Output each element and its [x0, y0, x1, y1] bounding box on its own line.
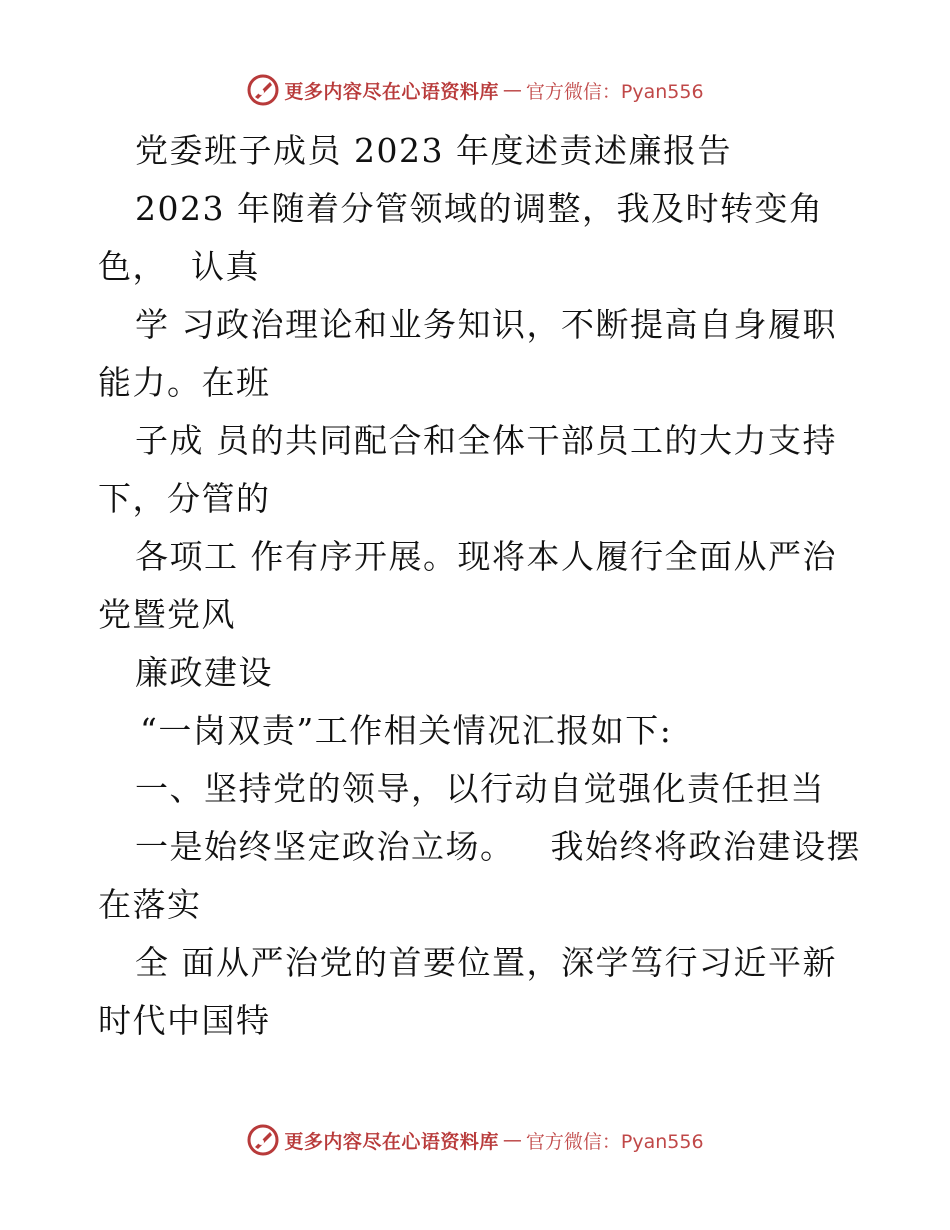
text-line: 一是始终坚定政治立场。 我始终将政治建设摆	[135, 827, 861, 866]
text-line: 子成 员的共同配合和全体干部员工的大力支持	[135, 421, 837, 460]
text-line: 各项工 作有序开展。现将本人履行全面从严治	[135, 537, 837, 576]
quill-logo-icon	[246, 73, 280, 107]
watermark-separator: —	[502, 79, 522, 101]
watermark-wechat-text: 官方微信：Pyan556	[525, 1130, 704, 1153]
text-line: 能力。在班	[98, 363, 271, 402]
watermark-separator: —	[502, 1129, 522, 1151]
watermark-wechat-text: 官方微信：Pyan556	[525, 80, 704, 103]
text-line: 党暨党风	[98, 595, 236, 634]
text-line: 时代中国特	[98, 1001, 271, 1040]
watermark-banner-top	[0, 70, 950, 110]
text-line: 2023 年随着分管领域的调整，我及时转变角	[135, 189, 824, 228]
text-line: “一岗双责”工作相关情况汇报如下:	[140, 711, 673, 750]
text-line: 全 面从严治党的首要位置，深学笃行习近平新	[135, 943, 837, 982]
document-title: 党委班子成员 2023 年度述责述廉报告	[135, 131, 732, 170]
text-line: 在落实	[98, 885, 202, 924]
text-line: 学 习政治理论和业务知识，不断提高自身履职	[135, 305, 837, 344]
watermark-banner-bottom	[0, 1120, 950, 1160]
section-heading: 一、坚持党的领导，以行动自觉强化责任担当	[135, 769, 825, 808]
text-line: 色， 认真	[98, 247, 260, 286]
watermark-site-text: 更多内容尽在心语资料库	[284, 80, 499, 103]
watermark-site-text: 更多内容尽在心语资料库	[284, 1130, 499, 1153]
document-body	[98, 122, 868, 1050]
quill-logo-icon	[246, 1123, 280, 1157]
text-line: 廉政建设	[135, 653, 273, 692]
text-line: 下，分管的	[98, 479, 271, 518]
